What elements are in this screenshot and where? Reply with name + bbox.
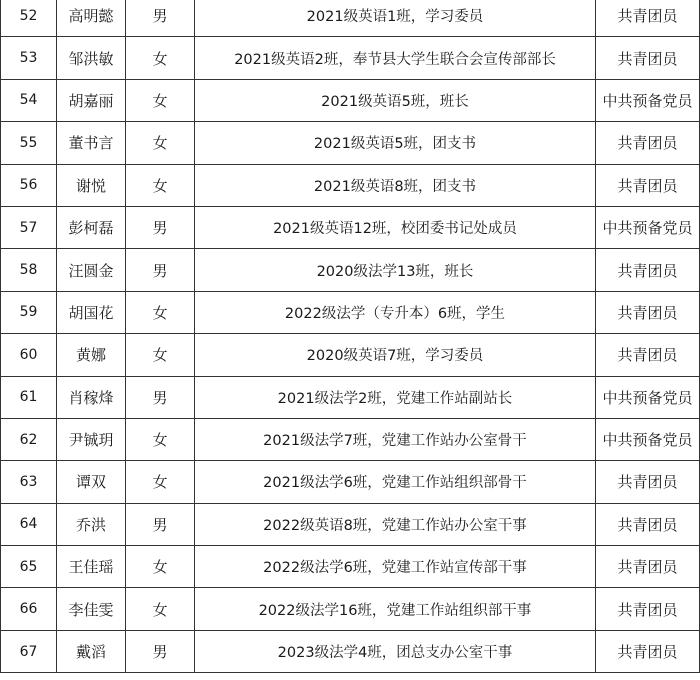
cell-political-status: 共青团员 [596,546,700,588]
cell-number: 53 [1,37,57,79]
cell-class-position: 2021级英语5班，班长 [195,79,596,121]
table-row [1,249,700,291]
cell-name: 彭柯磊 [57,206,126,248]
cell-name: 汪圆金 [57,249,126,291]
cell-number: 62 [1,418,57,460]
cell-class-position: 2021级英语2班，奉节县大学生联合会宣传部部长 [195,37,596,79]
cell-political-status: 共青团员 [596,461,700,503]
table-row [1,291,700,333]
cell-political-status: 共青团员 [596,249,700,291]
cell-number: 60 [1,334,57,376]
cell-class-position: 2020级英语7班，学习委员 [195,334,596,376]
cell-gender: 女 [126,122,195,164]
cell-political-status: 共青团员 [596,0,700,37]
table-row [1,37,700,79]
table-row [1,206,700,248]
cell-political-status: 中共预备党员 [596,79,700,121]
cell-political-status: 共青团员 [596,503,700,545]
cell-gender: 男 [126,0,195,37]
roster-table-body [1,0,700,673]
cell-name: 乔洪 [57,503,126,545]
table-row [1,334,700,376]
cell-gender: 男 [126,206,195,248]
cell-class-position: 2023级法学4班，团总支办公室干事 [195,630,596,672]
cell-gender: 女 [126,37,195,79]
cell-gender: 女 [126,418,195,460]
cell-political-status: 中共预备党员 [596,206,700,248]
cell-name: 肖稼烽 [57,376,126,418]
cell-name: 谢悦 [57,164,126,206]
cell-gender: 男 [126,249,195,291]
cell-political-status: 共青团员 [596,588,700,630]
cell-political-status: 共青团员 [596,334,700,376]
cell-name: 胡嘉丽 [57,79,126,121]
cell-number: 59 [1,291,57,333]
cell-class-position: 2020级法学13班，班长 [195,249,596,291]
cell-gender: 女 [126,164,195,206]
cell-gender: 女 [126,588,195,630]
cell-number: 58 [1,249,57,291]
cell-number: 65 [1,546,57,588]
table-row [1,461,700,503]
cell-number: 56 [1,164,57,206]
cell-political-status: 中共预备党员 [596,376,700,418]
table-row [1,546,700,588]
table-row [1,630,700,672]
cell-political-status: 共青团员 [596,630,700,672]
cell-gender: 男 [126,630,195,672]
cell-name: 王佳瑶 [57,546,126,588]
cell-number: 55 [1,122,57,164]
cell-political-status: 共青团员 [596,37,700,79]
cell-class-position: 2021级英语12班，校团委书记处成员 [195,206,596,248]
cell-name: 戴滔 [57,630,126,672]
cell-number: 67 [1,630,57,672]
cell-gender: 男 [126,503,195,545]
cell-class-position: 2021级法学7班，党建工作站办公室骨干 [195,418,596,460]
cell-class-position: 2021级法学6班，党建工作站组织部骨干 [195,461,596,503]
cell-number: 52 [1,0,57,37]
cell-gender: 女 [126,79,195,121]
cell-name: 高明懿 [57,0,126,37]
cell-number: 57 [1,206,57,248]
cell-name: 李佳雯 [57,588,126,630]
cell-class-position: 2022级法学16班，党建工作站组织部干事 [195,588,596,630]
cell-political-status: 共青团员 [596,164,700,206]
cell-gender: 女 [126,461,195,503]
table-row [1,164,700,206]
cell-name: 胡国花 [57,291,126,333]
cell-political-status: 共青团员 [596,291,700,333]
cell-name: 黄娜 [57,334,126,376]
cell-name: 董书言 [57,122,126,164]
cell-gender: 女 [126,546,195,588]
table-row [1,418,700,460]
cell-political-status: 中共预备党员 [596,418,700,460]
cell-gender: 女 [126,291,195,333]
cell-gender: 女 [126,334,195,376]
table-row [1,0,700,37]
cell-class-position: 2022级法学6班，党建工作站宣传部干事 [195,546,596,588]
cell-number: 54 [1,79,57,121]
cell-class-position: 2021级英语8班，团支书 [195,164,596,206]
cell-name: 邹洪敏 [57,37,126,79]
cell-number: 63 [1,461,57,503]
cell-class-position: 2022级法学（专升本）6班，学生 [195,291,596,333]
table-row [1,79,700,121]
cell-class-position: 2022级英语8班，党建工作站办公室干事 [195,503,596,545]
cell-name: 尹铖玥 [57,418,126,460]
table-row [1,376,700,418]
table-row [1,588,700,630]
cell-political-status: 共青团员 [596,122,700,164]
cell-gender: 男 [126,376,195,418]
cell-class-position: 2021级英语5班，团支书 [195,122,596,164]
cell-class-position: 2021级法学2班，党建工作站副站长 [195,376,596,418]
cell-number: 64 [1,503,57,545]
cell-name: 谭双 [57,461,126,503]
cell-number: 61 [1,376,57,418]
cell-class-position: 2021级英语1班，学习委员 [195,0,596,37]
table-row [1,503,700,545]
table-row [1,122,700,164]
cell-number: 66 [1,588,57,630]
